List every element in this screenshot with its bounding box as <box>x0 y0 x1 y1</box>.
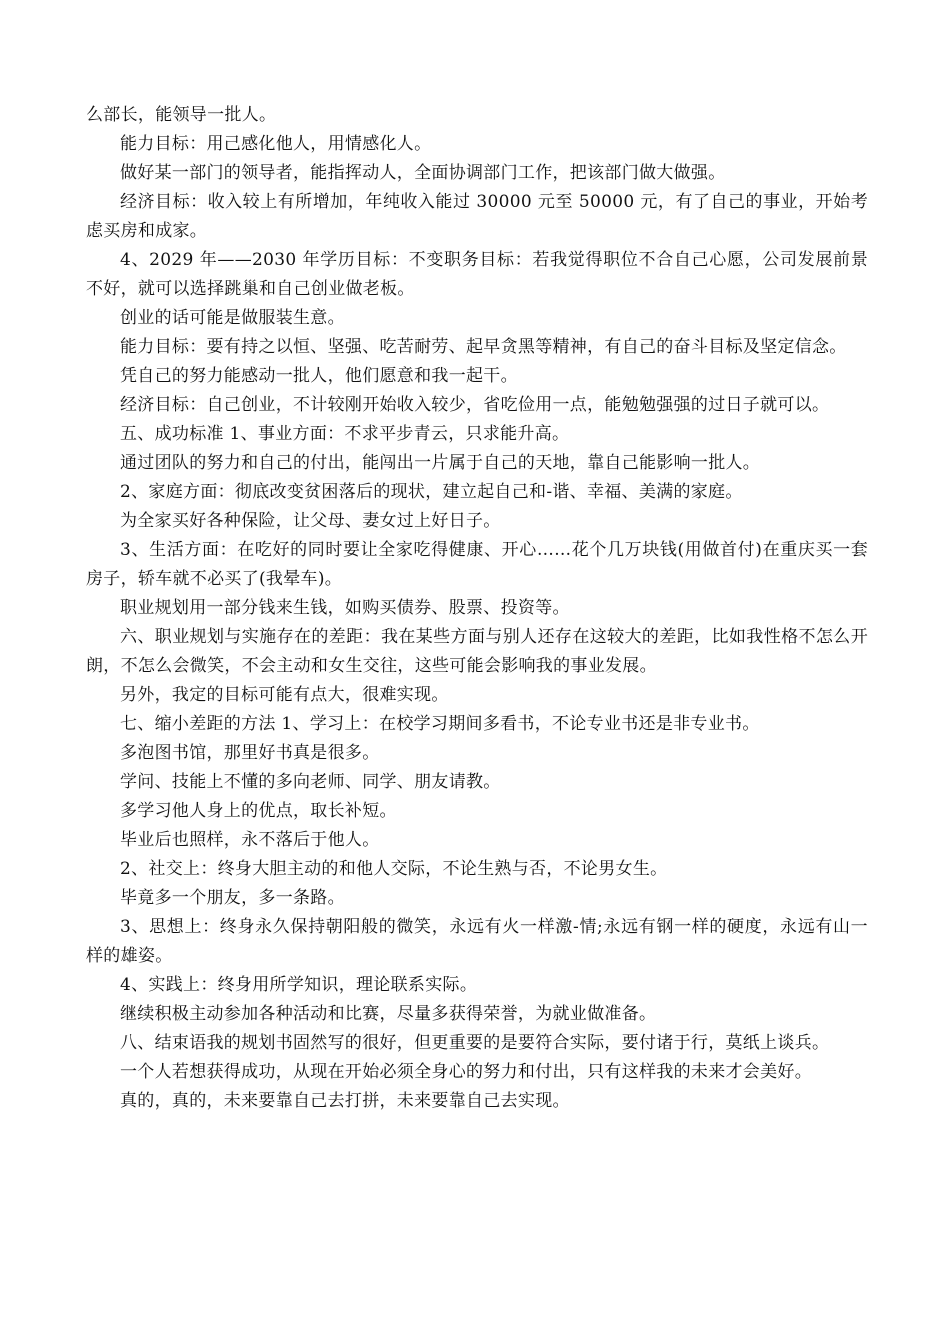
paragraph: 4、实践上：终身用所学知识，理论联系实际。 <box>120 975 478 995</box>
paragraph: 能力目标：用己感化他人，用情感化人。 <box>120 134 432 154</box>
paragraph: 另外，我定的目标可能有点大，很难实现。 <box>120 685 449 705</box>
paragraph: 毕竟多一个朋友，多一条路。 <box>120 888 345 908</box>
paragraph: 3、生活方面：在吃好的同时要让全家吃得健康、开心……花个几万块钱(用做首付)在重庆买一套房子，轿车就不必买了(我晕车)。 <box>86 540 868 589</box>
paragraph: 经济目标：收入较上有所增加，年纯收入能过 30000 元至 50000 元，有了自己的事业，开始考虑买房和成家。 <box>86 192 868 241</box>
paragraph: 4、2029 年——2030 年学历目标：不变职务目标：若我觉得职位不合自己心愿，公司发展前景不好，就可以选择跳巢和自己创业做老板。 <box>86 250 868 299</box>
paragraph: 职业规划用一部分钱来生钱，如购买债券、股票、投资等。 <box>120 598 570 618</box>
paragraph: 能力目标：要有持之以恒、坚强、吃苦耐劳、起早贪黑等精神，有自己的奋斗目标及坚定信念。 <box>120 337 847 357</box>
paragraph: 么部长，能领导一批人。 <box>86 105 277 125</box>
paragraph: 凭自己的努力能感动一批人，他们愿意和我一起干。 <box>120 366 518 386</box>
paragraph: 八、结束语我的规划书固然写的很好，但更重要的是要符合实际，要付诸于行，莫纸上谈兵。 <box>120 1033 830 1053</box>
paragraph: 2、社交上：终身大胆主动的和他人交际，不论生熟与否，不论男女生。 <box>120 859 668 879</box>
paragraph: 2、家庭方面：彻底改变贫困落后的现状，建立起自己和-谐、幸福、美满的家庭。 <box>120 482 743 502</box>
paragraph: 一个人若想获得成功，从现在开始必须全身心的努力和付出，只有这样我的未来才会美好。 <box>120 1062 812 1082</box>
paragraph: 学问、技能上不懂的多向老师、同学、朋友请教。 <box>120 772 501 792</box>
paragraph: 继续积极主动参加各种活动和比赛，尽量多获得荣誉，为就业做准备。 <box>120 1004 657 1024</box>
paragraph: 3、思想上：终身永久保持朝阳般的微笑，永远有火一样激-情;永远有钢一样的硬度，永远有山一样的雄姿。 <box>86 917 868 966</box>
paragraph: 做好某一部门的领导者，能指挥动人，全面协调部门工作，把该部门做大做强。 <box>120 163 726 183</box>
paragraph: 七、缩小差距的方法 1、学习上：在校学习期间多看书，不论专业书还是非专业书。 <box>120 714 760 734</box>
paragraph: 经济目标：自己创业，不计较刚开始收入较少，省吃俭用一点，能勉勉强强的过日子就可以。 <box>120 395 830 415</box>
paragraph: 创业的话可能是做服装生意。 <box>120 308 345 328</box>
document-body <box>86 101 868 1116</box>
paragraph: 通过团队的努力和自己的付出，能闯出一片属于自己的天地，靠自己能影响一批人。 <box>120 453 761 473</box>
paragraph: 为全家买好各种保险，让父母、妻女过上好日子。 <box>120 511 501 531</box>
paragraph: 真的，真的，未来要靠自己去打拼，未来要靠自己去实现。 <box>120 1091 570 1111</box>
paragraph: 五、成功标准 1、事业方面：不求平步青云，只求能升高。 <box>120 424 570 444</box>
paragraph: 毕业后也照样，永不落后于他人。 <box>120 830 380 850</box>
paragraph: 多泡图书馆，那里好书真是很多。 <box>120 743 380 763</box>
paragraph: 多学习他人身上的优点，取长补短。 <box>120 801 397 821</box>
paragraph: 六、职业规划与实施存在的差距：我在某些方面与别人还存在这较大的差距，比如我性格不怎么开朗，不怎么会微笑，不会主动和女生交往，这些可能会影响我的事业发展。 <box>86 627 868 676</box>
